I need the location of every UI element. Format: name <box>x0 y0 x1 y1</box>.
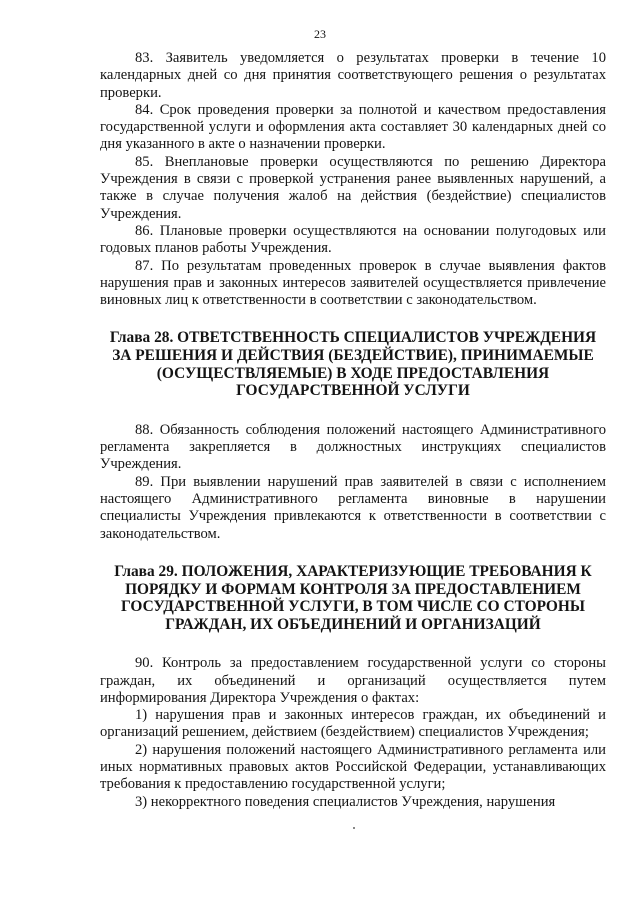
paragraph-84: 84. Срок проведения проверки за полнотой и качеством предоставления государственной услуги и оформления акта составляет 30 календарных дней со дня указанного в акте о назначении проверки. <box>100 101 606 153</box>
scan-speck <box>353 827 355 829</box>
paragraph-90-item-3: 3) некорректного поведения специалистов Учреждения, нарушения <box>135 793 556 810</box>
paragraph-90-item-1: 1) нарушения прав и законных интересов граждан, их объединений и организаций решением, действием (бездействием) специалистов Учреждения; <box>100 707 606 741</box>
paragraph-86: 86. Плановые проверки осуществляются на основании полугодовых или годовых планов работы Учреждения. <box>100 222 606 257</box>
chapter-29-heading: Глава 29. ПОЛОЖЕНИЯ, ХАРАКТЕРИЗУЮЩИЕ ТРЕБОВАНИЯ К ПОРЯДКУ И ФОРМАМ КОНТРОЛЯ ЗА ПРЕДОСТАВЛЕНИЕМ ГОСУДАРСТВЕННОЙ УСЛУГИ, В ТОМ ЧИСЛЕ СО СТОРОНЫ ГРАЖДАН, ИХ ОБЪЕДИНЕНИЙ И ОРГАНИЗАЦИЙ <box>114 562 592 633</box>
paragraph-87: 87. По результатам проведенных проверок в случае выявления фактов нарушения прав и законных интересов заявителей осуществляется привлечение виновных лиц к ответственности в соответствии с законодательством. <box>100 257 606 309</box>
paragraph-83: 83. Заявитель уведомляется о результатах проверки в течение 10 календарных дней со дня принятия соответствующего решения о результатах проверки. <box>100 50 606 101</box>
paragraph-88: 88. Обязанность соблюдения положений настоящего Административного регламента закрепляется в должностных инструкциях специалистов Учреждения. <box>100 421 606 473</box>
chapter-28-heading: Глава 28. ОТВЕТСТВЕННОСТЬ СПЕЦИАЛИСТОВ УЧРЕЖДЕНИЯ ЗА РЕШЕНИЯ И ДЕЙСТВИЯ (БЕЗДЕЙСТВИЕ), ПРИНИМАЕМЫЕ (ОСУЩЕСТВЛЯЕМЫЕ) В ХОДЕ ПРЕДОСТАВЛЕНИЯ ГОСУДАРСТВЕННОЙ УСЛУГИ <box>109 329 597 400</box>
paragraph-85: 85. Внеплановые проверки осуществляются по решению Директора Учреждения в связи с проверкой устранения ранее выявленных нарушений, а также в случае получения жалоб на действия (бездействие) специалистов Учреждения. <box>100 153 606 222</box>
paragraph-89: 89. При выявлении нарушений прав заявителей в связи с исполнением настоящего Административного регламента виновные в нарушении специалисты Учреждения привлекаются к ответственности в соответствии с законодательством. <box>100 473 606 542</box>
paragraph-90: 90. Контроль за предоставлением государственной услуги со стороны граждан, их объединений и организаций осуществляется путем информирования Директора Учреждения о фактах: <box>100 655 606 706</box>
page-number: 23 <box>314 27 326 41</box>
document-body <box>100 50 606 811</box>
paragraph-90-item-2: 2) нарушения положений настоящего Административного регламента или иных нормативных правовых актов Российской Федерации, устанавливающих требования к предоставлению государственной услуги; <box>100 741 606 793</box>
